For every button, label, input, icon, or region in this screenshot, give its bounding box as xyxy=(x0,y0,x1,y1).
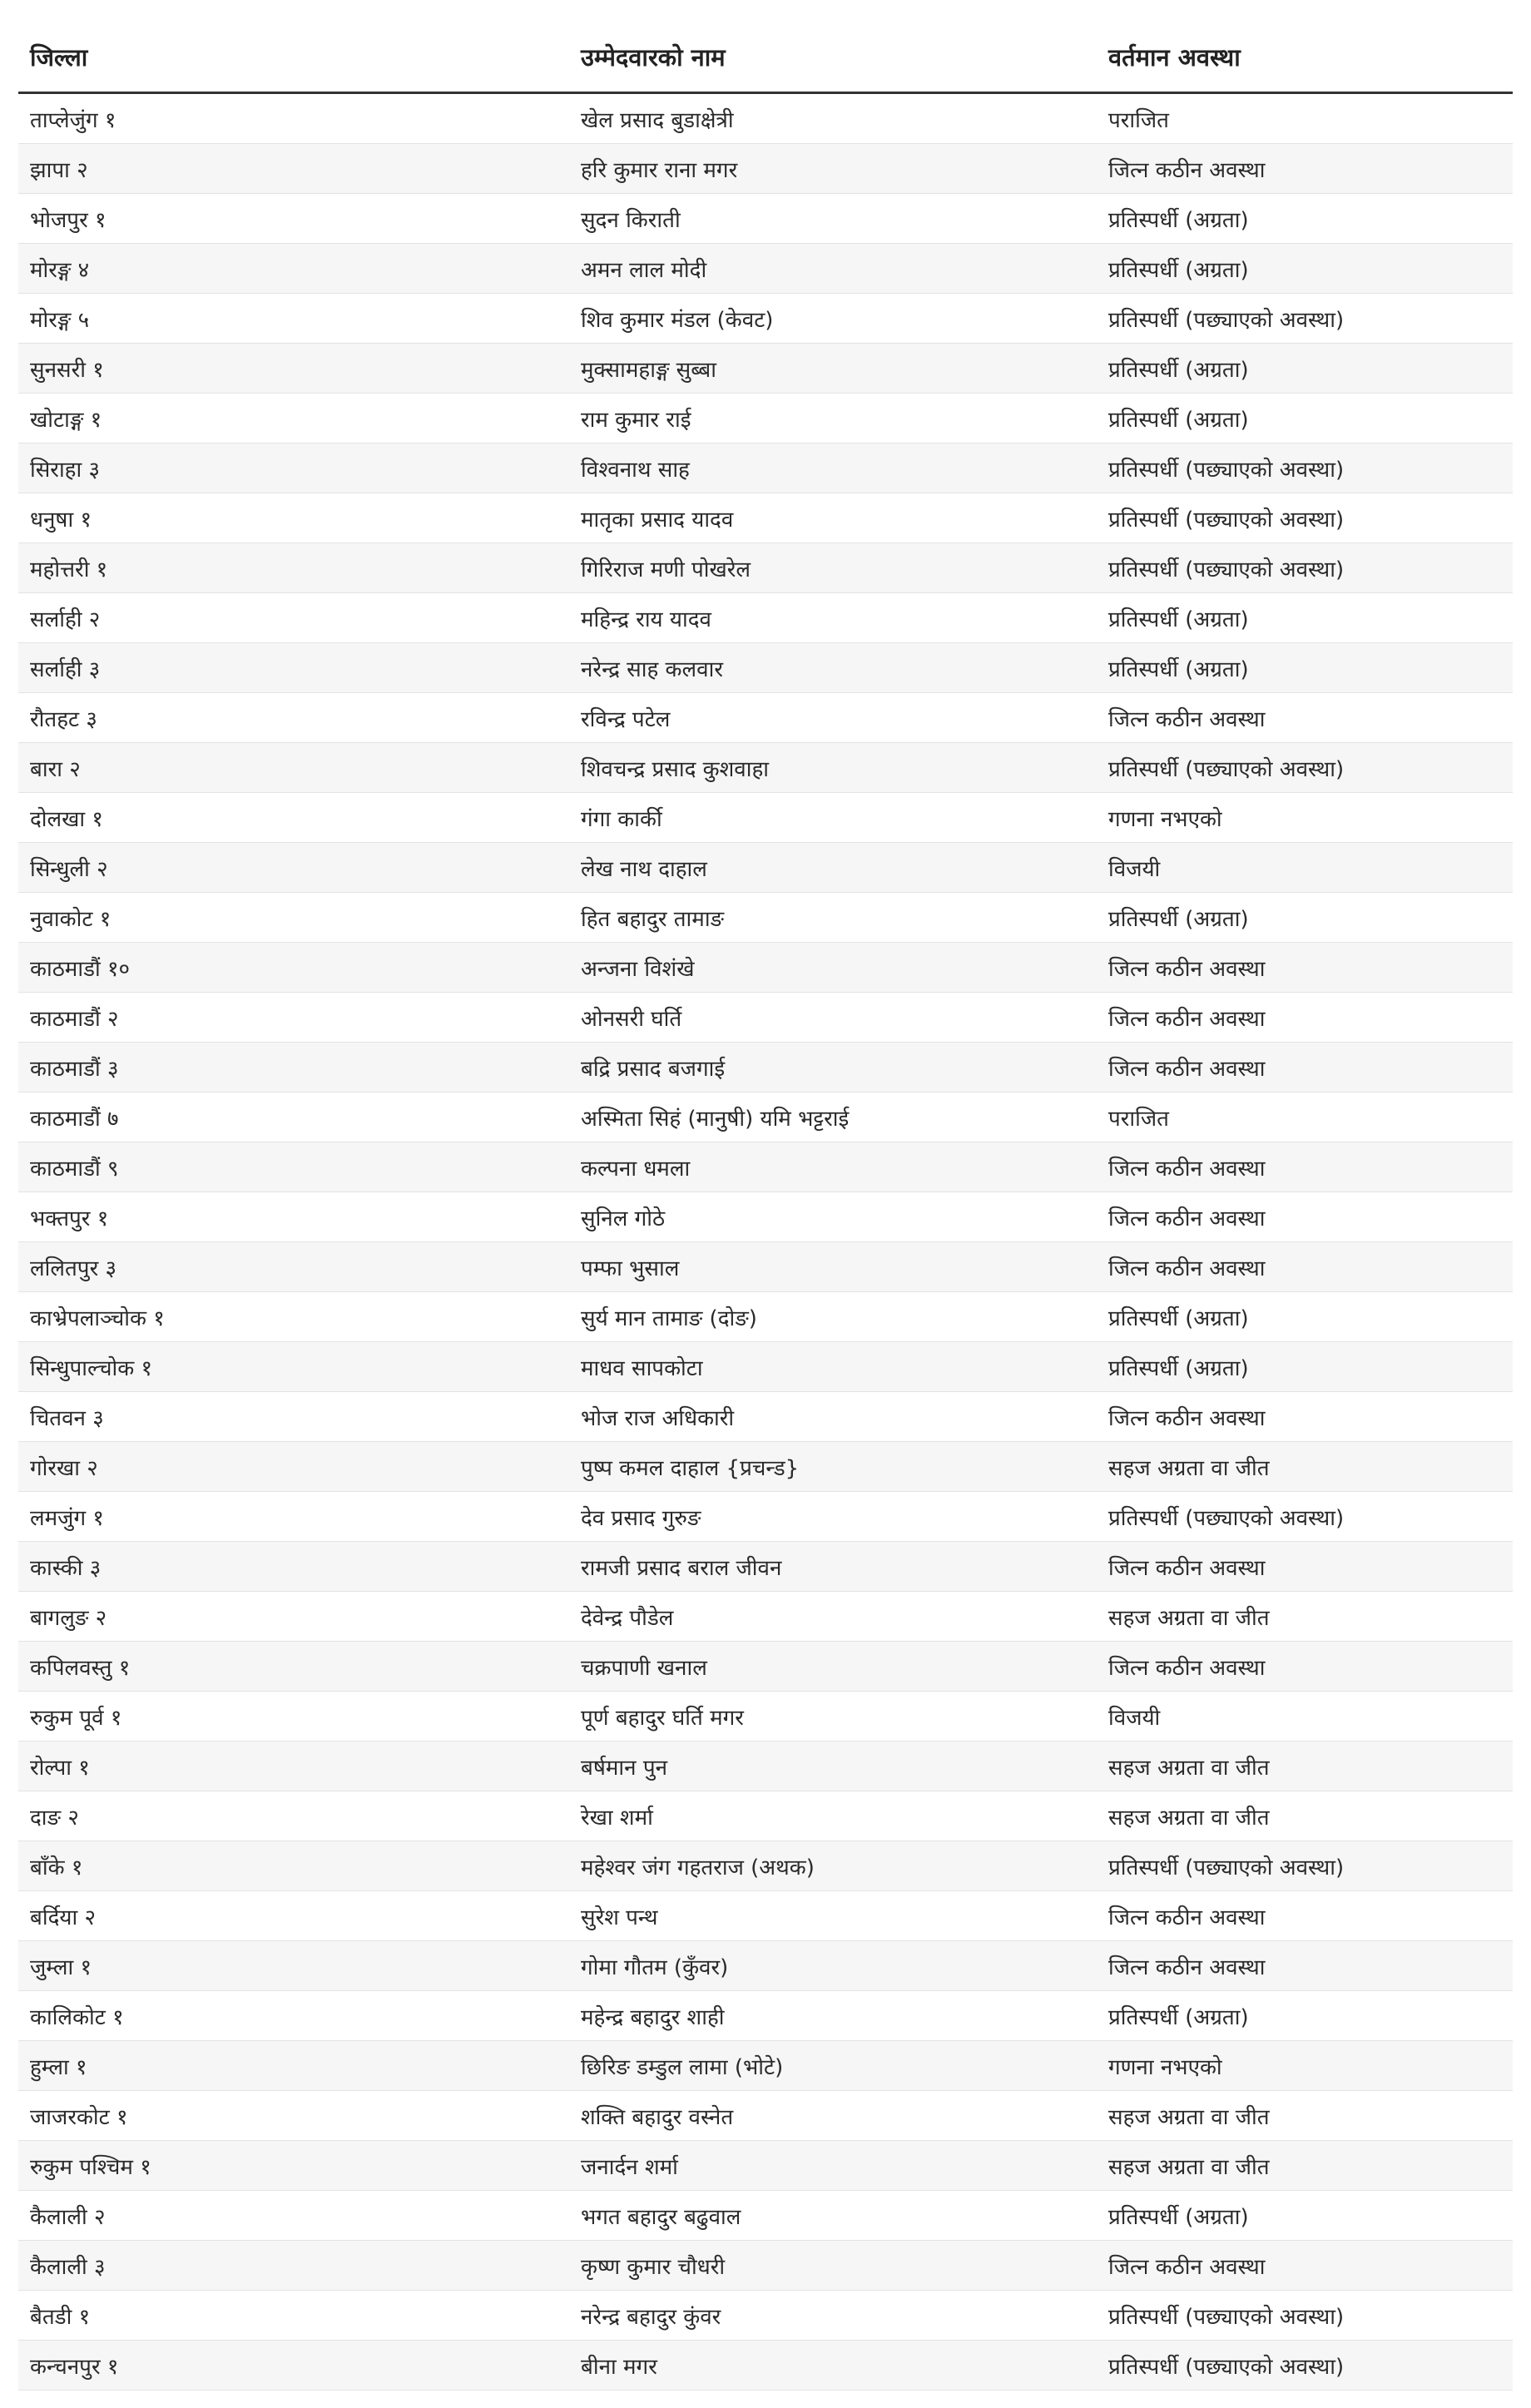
status-cell: विजयी xyxy=(1097,1692,1513,1742)
column-header-district: जिल्ला xyxy=(18,22,569,93)
status-cell: प्रतिस्पर्धी (पछ्याएको अवस्था) xyxy=(1097,443,1513,493)
table-row xyxy=(18,244,1513,294)
district-cell: दोलखा १ xyxy=(18,793,569,843)
candidate-name-cell: चक्रपाणी खनाल xyxy=(569,1642,1097,1692)
candidate-name-cell: रविन्द्र पटेल xyxy=(569,693,1097,743)
table-row xyxy=(18,2091,1513,2141)
district-cell: जाजरकोट १ xyxy=(18,2091,569,2141)
district-cell: काठमाडौं २ xyxy=(18,993,569,1043)
status-cell: प्रतिस्पर्धी (अग्रता) xyxy=(1097,1991,1513,2041)
table-row xyxy=(18,194,1513,244)
status-cell: जित्न कठीन अवस्था xyxy=(1097,1242,1513,1292)
table-row xyxy=(18,1742,1513,1791)
district-cell: जुम्ला १ xyxy=(18,1941,569,1991)
candidate-name-cell: सुनिल गोठे xyxy=(569,1192,1097,1242)
table-row xyxy=(18,943,1513,993)
table-row xyxy=(18,793,1513,843)
table-row xyxy=(18,93,1513,144)
status-cell: जित्न कठीन अवस्था xyxy=(1097,1642,1513,1692)
candidate-name-cell: भगत बहादुर बढुवाल xyxy=(569,2191,1097,2241)
table-row xyxy=(18,993,1513,1043)
table-row xyxy=(18,1791,1513,1841)
candidate-name-cell: पम्फा भुसाल xyxy=(569,1242,1097,1292)
header-row xyxy=(18,22,1513,93)
candidate-name-cell: शिवचन्द्र प्रसाद कुशवाहा xyxy=(569,743,1097,793)
table-row xyxy=(18,1043,1513,1093)
candidate-name-cell: नरेन्द्र साह कलवार xyxy=(569,643,1097,693)
candidate-name-cell: अस्मिता सिहं (मानुषी) यमि भट्टराई xyxy=(569,1093,1097,1142)
status-cell: प्रतिस्पर्धी (अग्रता) xyxy=(1097,2191,1513,2241)
status-cell: प्रतिस्पर्धी (अग्रता) xyxy=(1097,344,1513,394)
district-cell: रुकुम पश्चिम १ xyxy=(18,2141,569,2191)
table-row xyxy=(18,2041,1513,2091)
candidate-name-cell: नरेन्द्र बहादुर कुंवर xyxy=(569,2291,1097,2341)
table-row xyxy=(18,144,1513,194)
status-cell: प्रतिस्पर्धी (अग्रता) xyxy=(1097,1292,1513,1342)
district-cell: कपिलवस्तु १ xyxy=(18,1642,569,1692)
table-row xyxy=(18,1442,1513,1492)
district-cell: सर्लाही ३ xyxy=(18,643,569,693)
status-cell: प्रतिस्पर्धी (पछ्याएको अवस्था) xyxy=(1097,1841,1513,1891)
table-header xyxy=(18,22,1513,93)
candidate-name-cell: देव प्रसाद गुरुङ xyxy=(569,1492,1097,1542)
candidate-name-cell: गिरिराज मणी पोखरेल xyxy=(569,543,1097,593)
table-row xyxy=(18,2191,1513,2241)
status-cell: विजयी xyxy=(1097,843,1513,893)
candidate-name-cell: महेश्वर जंग गहतराज (अथक) xyxy=(569,1841,1097,1891)
table-row xyxy=(18,1542,1513,1592)
district-cell: सर्लाही २ xyxy=(18,593,569,643)
table-row xyxy=(18,2141,1513,2191)
district-cell: लमजुंग १ xyxy=(18,1492,569,1542)
district-cell: बैतडी १ xyxy=(18,2291,569,2341)
district-cell: नुवाकोट १ xyxy=(18,893,569,943)
district-cell: काठमाडौं १० xyxy=(18,943,569,993)
table-row xyxy=(18,493,1513,543)
district-cell: भक्तपुर १ xyxy=(18,1192,569,1242)
table-row xyxy=(18,1142,1513,1192)
table-row xyxy=(18,543,1513,593)
district-cell: रौतहट ३ xyxy=(18,693,569,743)
candidate-name-cell: राम कुमार राई xyxy=(569,394,1097,443)
status-cell: प्रतिस्पर्धी (अग्रता) xyxy=(1097,394,1513,443)
candidate-name-cell: बद्रि प्रसाद बजगाई xyxy=(569,1043,1097,1093)
status-cell: पराजित xyxy=(1097,1093,1513,1142)
table-row xyxy=(18,693,1513,743)
district-cell: दाङ २ xyxy=(18,1791,569,1841)
candidate-name-cell: अमन लाल मोदी xyxy=(569,244,1097,294)
candidate-name-cell: मातृका प्रसाद यादव xyxy=(569,493,1097,543)
table-row xyxy=(18,743,1513,793)
table-row xyxy=(18,394,1513,443)
status-cell: गणना नभएको xyxy=(1097,2041,1513,2091)
table-row xyxy=(18,1492,1513,1542)
district-cell: खोटाङ्ग १ xyxy=(18,394,569,443)
status-cell: सहज अग्रता वा जीत xyxy=(1097,1742,1513,1791)
status-cell: जित्न कठीन अवस्था xyxy=(1097,1142,1513,1192)
candidate-name-cell: सुर्य मान तामाङ (दोङ) xyxy=(569,1292,1097,1342)
district-cell: भोजपुर १ xyxy=(18,194,569,244)
district-cell: काठमाडौं ९ xyxy=(18,1142,569,1192)
candidate-name-cell: पूर्ण बहादुर घर्ति मगर xyxy=(569,1692,1097,1742)
candidate-name-cell: महेन्द्र बहादुर शाही xyxy=(569,1991,1097,2041)
district-cell: गोरखा २ xyxy=(18,1442,569,1492)
candidate-name-cell: बर्षमान पुन xyxy=(569,1742,1097,1791)
table-row xyxy=(18,1292,1513,1342)
status-cell: सहज अग्रता वा जीत xyxy=(1097,1442,1513,1492)
status-cell: पराजित xyxy=(1097,93,1513,144)
table-row xyxy=(18,443,1513,493)
district-cell: काभ्रेपलाञ्चोक १ xyxy=(18,1292,569,1342)
district-cell: काठमाडौं ७ xyxy=(18,1093,569,1142)
district-cell: सिराहा ३ xyxy=(18,443,569,493)
district-cell: मोरङ्ग ४ xyxy=(18,244,569,294)
district-cell: कैलाली २ xyxy=(18,2191,569,2241)
candidate-name-cell: खेल प्रसाद बुडाक्षेत्री xyxy=(569,93,1097,144)
table-row xyxy=(18,1342,1513,1392)
candidate-name-cell: गोमा गौतम (कुँवर) xyxy=(569,1941,1097,1991)
district-cell: हुम्ला १ xyxy=(18,2041,569,2091)
table-row xyxy=(18,1891,1513,1941)
results-table xyxy=(18,22,1513,2391)
district-cell: ललितपुर ३ xyxy=(18,1242,569,1292)
status-cell: प्रतिस्पर्धी (पछ्याएको अवस्था) xyxy=(1097,2341,1513,2391)
district-cell: बाँके १ xyxy=(18,1841,569,1891)
table-row xyxy=(18,344,1513,394)
district-cell: बर्दिया २ xyxy=(18,1891,569,1941)
table-body xyxy=(18,93,1513,2391)
candidate-name-cell: पुष्प कमल दाहाल {प्रचन्ड} xyxy=(569,1442,1097,1492)
candidate-name-cell: अन्जना विशंखे xyxy=(569,943,1097,993)
district-cell: चितवन ३ xyxy=(18,1392,569,1442)
district-cell: सुनसरी १ xyxy=(18,344,569,394)
table-row xyxy=(18,2291,1513,2341)
candidate-name-cell: भोज राज अधिकारी xyxy=(569,1392,1097,1442)
table-row xyxy=(18,1592,1513,1642)
district-cell: कालिकोट १ xyxy=(18,1991,569,2041)
status-cell: जित्न कठीन अवस्था xyxy=(1097,1941,1513,1991)
table-row xyxy=(18,1392,1513,1442)
candidate-name-cell: कल्पना धमला xyxy=(569,1142,1097,1192)
status-cell: प्रतिस्पर्धी (अग्रता) xyxy=(1097,893,1513,943)
candidate-name-cell: हित बहादुर तामाङ xyxy=(569,893,1097,943)
candidate-name-cell: देवेन्द्र पौडेल xyxy=(569,1592,1097,1642)
district-cell: बागलुङ २ xyxy=(18,1592,569,1642)
status-cell: जित्न कठीन अवस्था xyxy=(1097,943,1513,993)
status-cell: प्रतिस्पर्धी (अग्रता) xyxy=(1097,244,1513,294)
status-cell: सहज अग्रता वा जीत xyxy=(1097,1791,1513,1841)
district-cell: महोत्तरी १ xyxy=(18,543,569,593)
candidate-name-cell: बीना मगर xyxy=(569,2341,1097,2391)
table-row xyxy=(18,1941,1513,1991)
district-cell: सिन्धुली २ xyxy=(18,843,569,893)
district-cell: कैलाली ३ xyxy=(18,2241,569,2291)
candidate-name-cell: रेखा शर्मा xyxy=(569,1791,1097,1841)
candidate-name-cell: शिव कुमार मंडल (केवट) xyxy=(569,294,1097,344)
candidate-name-cell: हरि कुमार राना मगर xyxy=(569,144,1097,194)
candidate-name-cell: रामजी प्रसाद बराल जीवन xyxy=(569,1542,1097,1592)
district-cell: रोल्पा १ xyxy=(18,1742,569,1791)
candidate-name-cell: विश्वनाथ साह xyxy=(569,443,1097,493)
status-cell: प्रतिस्पर्धी (पछ्याएको अवस्था) xyxy=(1097,543,1513,593)
status-cell: प्रतिस्पर्धी (पछ्याएको अवस्था) xyxy=(1097,743,1513,793)
status-cell: प्रतिस्पर्धी (अग्रता) xyxy=(1097,643,1513,693)
candidate-name-cell: सुरेश पन्थ xyxy=(569,1891,1097,1941)
table-row xyxy=(18,1242,1513,1292)
table-row xyxy=(18,1991,1513,2041)
table-row xyxy=(18,593,1513,643)
column-header-current-status: वर्तमान अवस्था xyxy=(1097,22,1513,93)
status-cell: सहज अग्रता वा जीत xyxy=(1097,2141,1513,2191)
candidate-name-cell: छिरिङ डम्डुल लामा (भोटे) xyxy=(569,2041,1097,2091)
table-row xyxy=(18,643,1513,693)
table-row xyxy=(18,1642,1513,1692)
status-cell: जित्न कठीन अवस्था xyxy=(1097,693,1513,743)
table-row xyxy=(18,2341,1513,2391)
table-row xyxy=(18,843,1513,893)
status-cell: जित्न कठीन अवस्था xyxy=(1097,1891,1513,1941)
table-row xyxy=(18,1192,1513,1242)
status-cell: जित्न कठीन अवस्था xyxy=(1097,2241,1513,2291)
district-cell: रुकुम पूर्व १ xyxy=(18,1692,569,1742)
candidate-name-cell: लेख नाथ दाहाल xyxy=(569,843,1097,893)
district-cell: कन्चनपुर १ xyxy=(18,2341,569,2391)
candidate-name-cell: कृष्ण कुमार चौधरी xyxy=(569,2241,1097,2291)
status-cell: सहज अग्रता वा जीत xyxy=(1097,1592,1513,1642)
table-row xyxy=(18,1841,1513,1891)
candidate-name-cell: मुक्सामहाङ्ग सुब्बा xyxy=(569,344,1097,394)
candidate-name-cell: सुदन किराती xyxy=(569,194,1097,244)
status-cell: प्रतिस्पर्धी (अग्रता) xyxy=(1097,1342,1513,1392)
district-cell: धनुषा १ xyxy=(18,493,569,543)
table-row xyxy=(18,2241,1513,2291)
candidate-name-cell: जनार्दन शर्मा xyxy=(569,2141,1097,2191)
status-cell: जित्न कठीन अवस्था xyxy=(1097,1192,1513,1242)
candidate-name-cell: शक्ति बहादुर वस्नेत xyxy=(569,2091,1097,2141)
status-cell: प्रतिस्पर्धी (पछ्याएको अवस्था) xyxy=(1097,2291,1513,2341)
district-cell: मोरङ्ग ५ xyxy=(18,294,569,344)
district-cell: कास्की ३ xyxy=(18,1542,569,1592)
status-cell: प्रतिस्पर्धी (पछ्याएको अवस्था) xyxy=(1097,493,1513,543)
status-cell: जित्न कठीन अवस्था xyxy=(1097,144,1513,194)
status-cell: जित्न कठीन अवस्था xyxy=(1097,1043,1513,1093)
status-cell: जित्न कठीन अवस्था xyxy=(1097,1542,1513,1592)
status-cell: सहज अग्रता वा जीत xyxy=(1097,2091,1513,2141)
table-row xyxy=(18,893,1513,943)
district-cell: काठमाडौं ३ xyxy=(18,1043,569,1093)
candidate-name-cell: ओनसरी घर्ति xyxy=(569,993,1097,1043)
district-cell: ताप्लेजुंग १ xyxy=(18,93,569,144)
table-row xyxy=(18,294,1513,344)
table-row xyxy=(18,1093,1513,1142)
candidate-name-cell: महिन्द्र राय यादव xyxy=(569,593,1097,643)
status-cell: प्रतिस्पर्धी (पछ्याएको अवस्था) xyxy=(1097,294,1513,344)
district-cell: बारा २ xyxy=(18,743,569,793)
status-cell: प्रतिस्पर्धी (अग्रता) xyxy=(1097,593,1513,643)
status-cell: प्रतिस्पर्धी (अग्रता) xyxy=(1097,194,1513,244)
status-cell: प्रतिस्पर्धी (पछ्याएको अवस्था) xyxy=(1097,1492,1513,1542)
candidate-name-cell: गंगा कार्की xyxy=(569,793,1097,843)
status-cell: गणना नभएको xyxy=(1097,793,1513,843)
column-header-candidate-name: उम्मेदवारको नाम xyxy=(569,22,1097,93)
district-cell: झापा २ xyxy=(18,144,569,194)
status-cell: जित्न कठीन अवस्था xyxy=(1097,1392,1513,1442)
status-cell: जित्न कठीन अवस्था xyxy=(1097,993,1513,1043)
district-cell: सिन्धुपाल्चोक १ xyxy=(18,1342,569,1392)
table-row xyxy=(18,1692,1513,1742)
candidate-name-cell: माधव सापकोटा xyxy=(569,1342,1097,1392)
